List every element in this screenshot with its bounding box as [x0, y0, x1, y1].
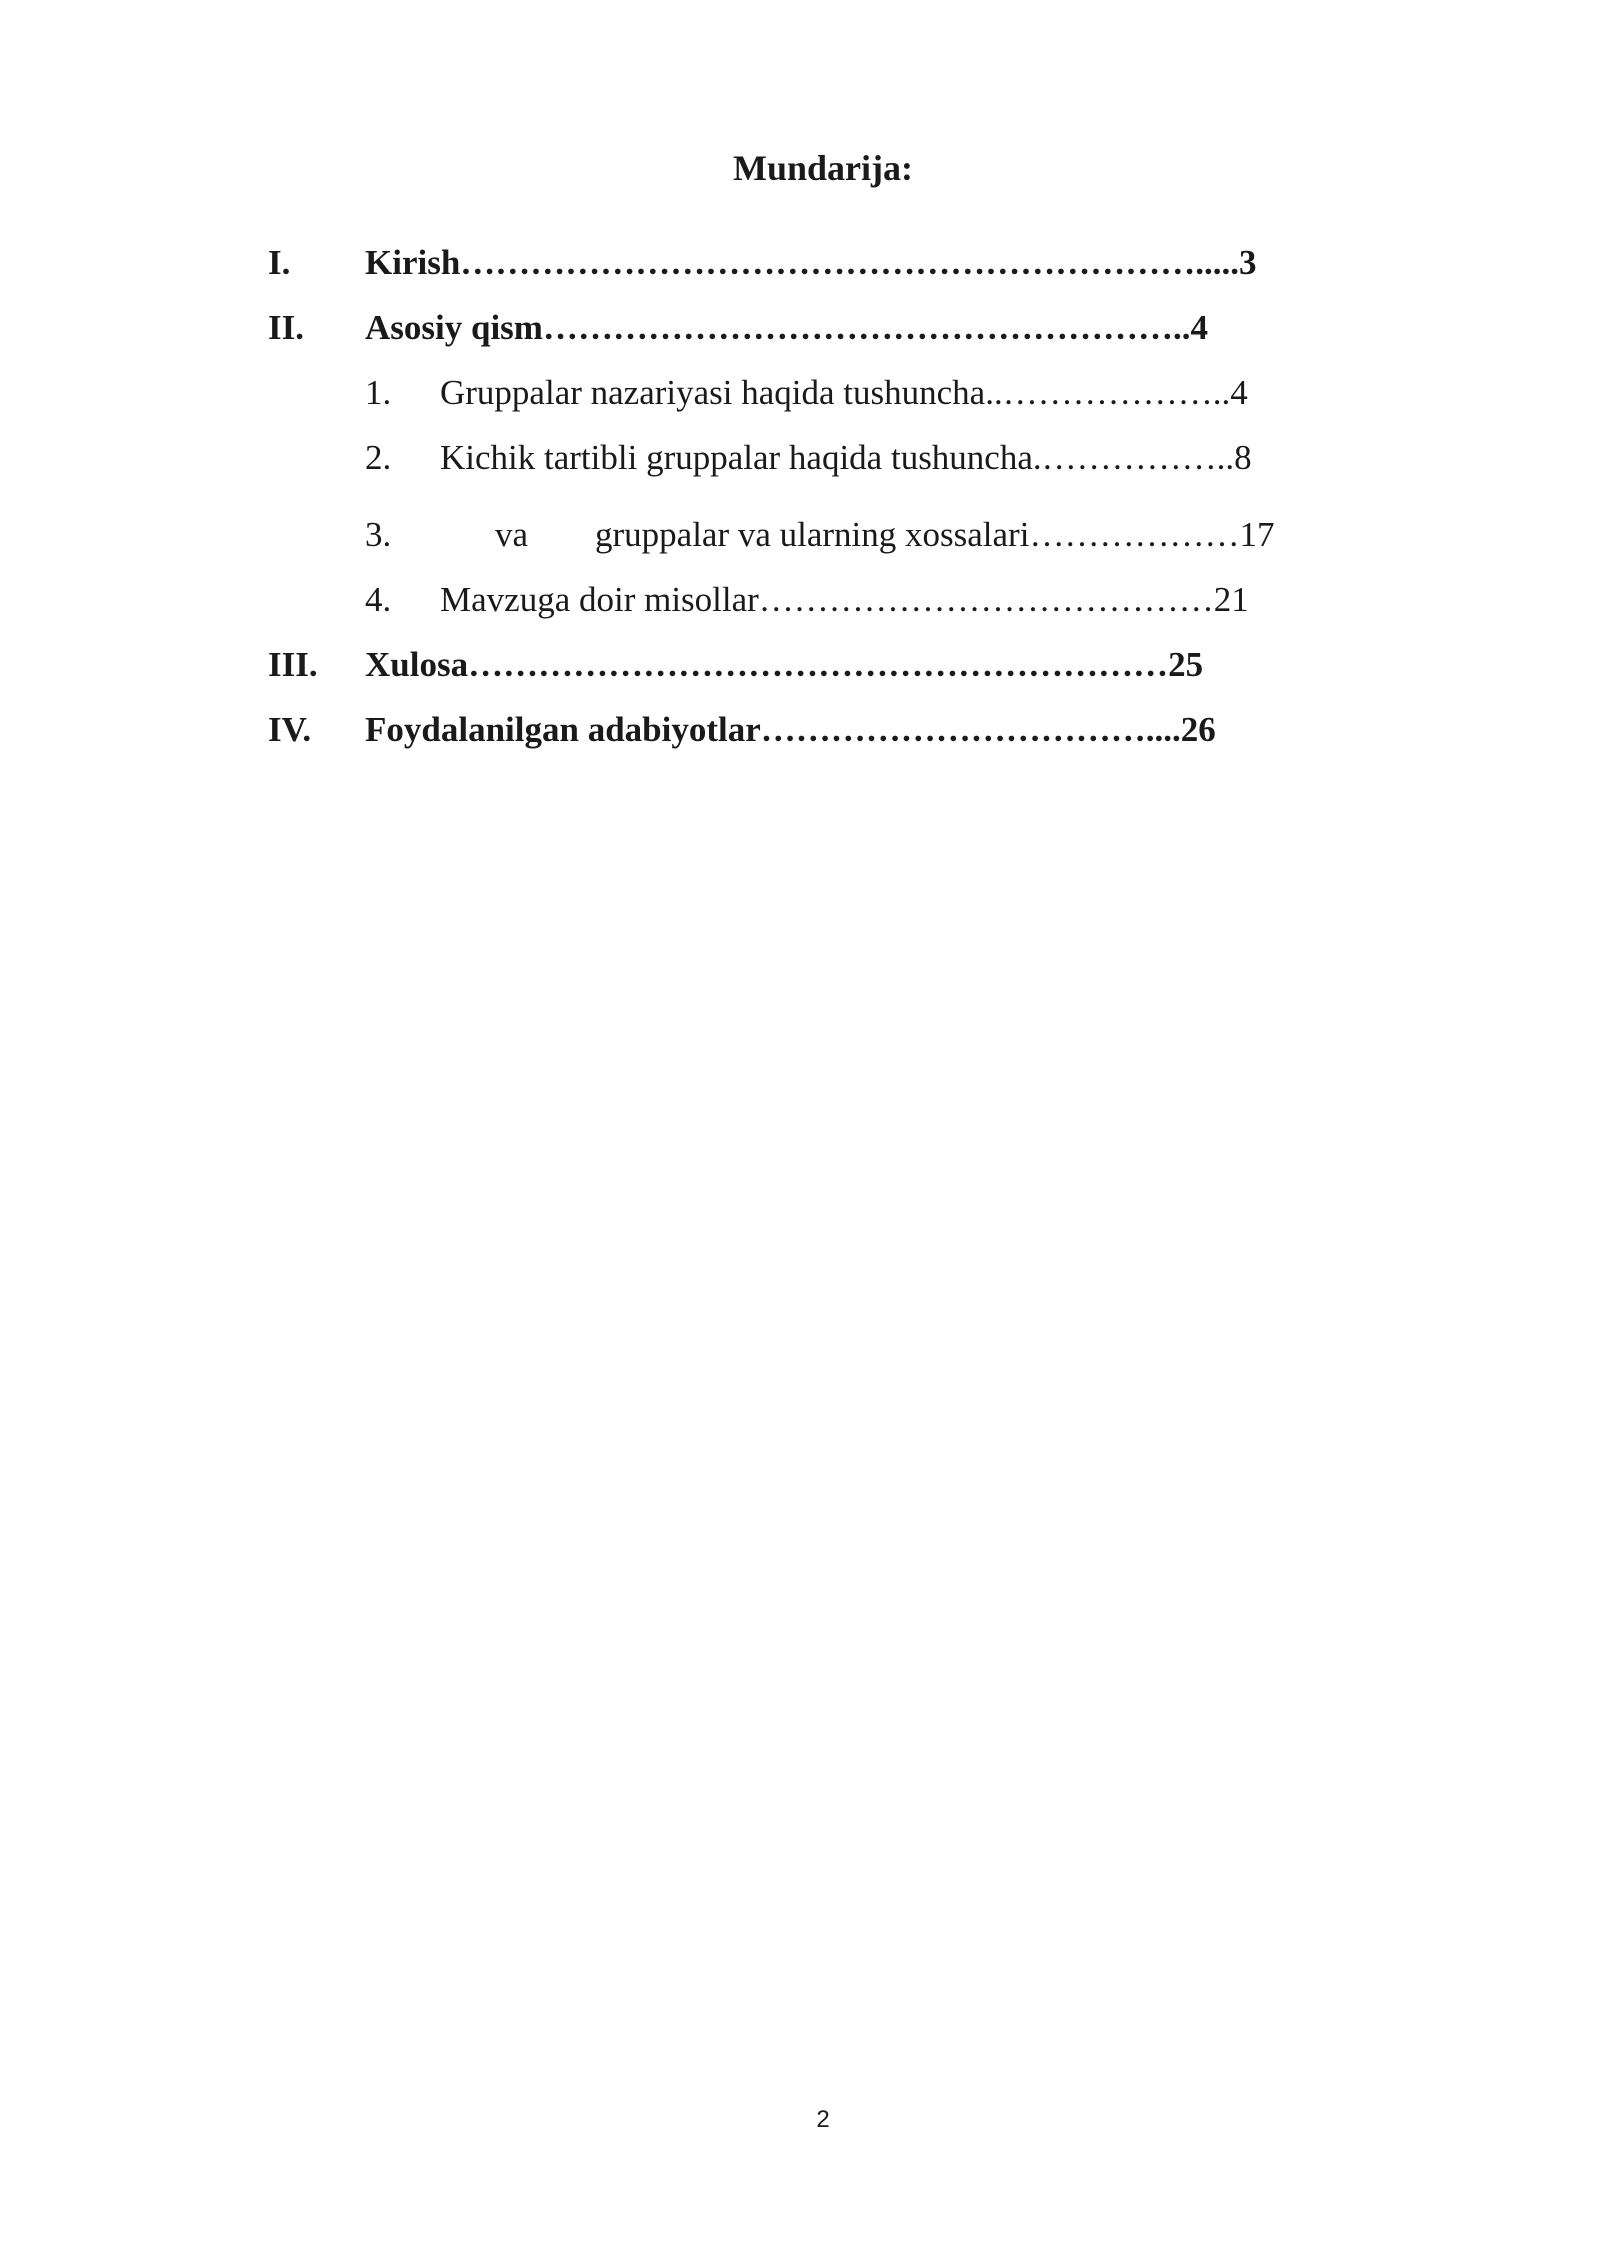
toc-number: I.	[268, 243, 291, 282]
toc-number: II.	[268, 308, 304, 347]
toc-number: 3.	[365, 515, 392, 554]
toc-text: Kichik tartibli gruppalar haqida tushuncha.……………..8	[440, 438, 1252, 477]
toc-number: 2.	[365, 438, 392, 477]
toc-text: Kirish……………………………………………………….....3	[365, 243, 1257, 282]
toc-text: Asosiy qism………………………………………………..4	[365, 308, 1208, 347]
toc-number: 4.	[365, 580, 392, 619]
toc-number: III.	[268, 645, 318, 684]
toc-text: Xulosa……………………………………………………25	[365, 645, 1204, 684]
page-title: Mundarija:	[733, 148, 913, 188]
toc-text-part-b: gruppalar va ularning xossalari………………17	[595, 515, 1275, 554]
toc-number: IV.	[268, 710, 312, 749]
toc-text: Gruppalar nazariyasi haqida tushuncha..………………..4	[440, 373, 1248, 412]
toc-text-part-a: va	[495, 515, 529, 554]
toc-text: Mavzuga doir misollar…………………………………21	[440, 580, 1249, 619]
toc-text: Foydalanilgan adabiyotlar……………………………....26	[365, 710, 1216, 749]
toc-number: 1.	[365, 373, 392, 412]
page-number: 2	[816, 2106, 830, 2133]
